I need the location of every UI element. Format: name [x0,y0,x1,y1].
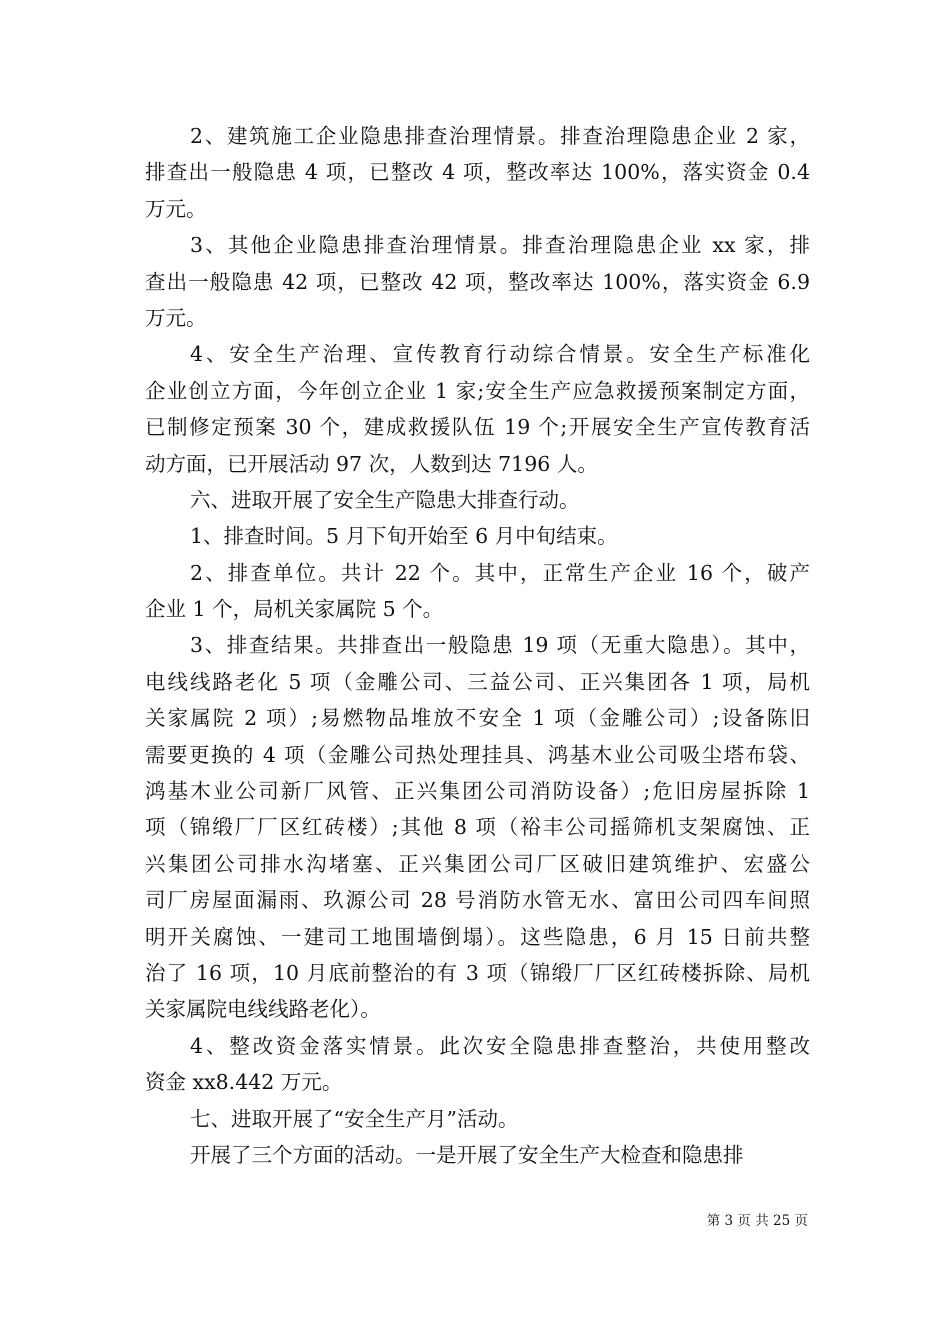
paragraph-line: 万元。 [145,305,207,330]
section-heading: 六、进取开展了安全生产隐患大排查行动。 [190,487,580,512]
paragraph-line: 3、排查结果。共排查出一般隐患 19 项（无重大隐患）。其中， [190,633,810,658]
paragraph-line: 企业创立方面，今年创立企业 1 家;安全生产应急救援预案制定方面， [145,378,810,403]
paragraph-line: 治了 16 项，10 月底前整治的有 3 项（锦缎厂厂区红砖楼拆除、局机 [145,960,810,985]
paragraph-line: 动方面，已开展活动 97 次，人数到达 7196 人。 [145,451,598,476]
paragraph-line: 司厂房屋面漏雨、玖源公司 28 号消防水管无水、富田公司四车间照 [145,888,810,913]
paragraph-line: 查出一般隐患 42 项，已整改 42 项，整改率达 100%，落实资金 6.9 [145,269,810,294]
paragraph-line: 1、排查时间。5 月下旬开始至 6 月中旬结束。 [190,524,618,549]
paragraph-line: 电线线路老化 5 项（金雕公司、三益公司、正兴集团各 1 项，局机 [145,669,810,694]
paragraph-line: 万元。 [145,196,207,221]
paragraph-line: 资金 xx8.442 万元。 [145,1070,343,1095]
paragraph-line: 4、整改资金落实情景。此次安全隐患排查整治，共使用整改 [190,1033,810,1058]
paragraph-line: 开展了三个方面的活动。一是开展了安全生产大检查和隐患排 [190,1142,744,1167]
page-number: 第 3 页 共 25 页 [706,1213,808,1229]
paragraph-line: 关家属院电线线路老化）。 [145,997,381,1022]
paragraph-line: 4、安全生产治理、宣传教育行动综合情景。安全生产标准化 [190,342,810,367]
paragraph-line: 2、排查单位。共计 22 个。其中，正常生产企业 16 个，破产 [190,560,810,585]
section-heading: 七、进取开展了“安全生产月”活动。 [190,1106,519,1131]
paragraph-line: 鸿基木业公司新厂风管、正兴集团公司消防设备）;危旧房屋拆除 1 [145,779,810,804]
paragraph-line: 需要更换的 4 项（金雕公司热处理挂具、鸿基木业公司吸尘塔布袋、 [145,742,810,767]
paragraph-line: 兴集团公司排水沟堵塞、正兴集团公司厂区破旧建筑维护、宏盛公 [145,851,810,876]
paragraph-line: 3、其他企业隐患排查治理情景。排查治理隐患企业 xx 家，排 [190,233,810,258]
paragraph-line: 关家属院 2 项）;易燃物品堆放不安全 1 项（金雕公司）;设备陈旧 [145,706,810,731]
paragraph-line: 企业 1 个，局机关家属院 5 个。 [145,597,444,622]
paragraph-line: 项（锦缎厂厂区红砖楼）;其他 8 项（裕丰公司摇筛机支架腐蚀、正 [145,815,810,840]
paragraph-line: 排查出一般隐患 4 项，已整改 4 项，整改率达 100%，落实资金 0.4 [145,160,810,185]
paragraph-line: 明开关腐蚀、一建司工地围墙倒塌）。这些隐患，6 月 15 日前共整 [145,924,810,949]
paragraph-line: 已制修定预案 30 个，建成救援队伍 19 个;开展安全生产宣传教育活 [145,415,810,440]
document-body [145,118,810,1173]
paragraph-line: 2、建筑施工企业隐患排查治理情景。排查治理隐患企业 2 家， [190,124,810,148]
